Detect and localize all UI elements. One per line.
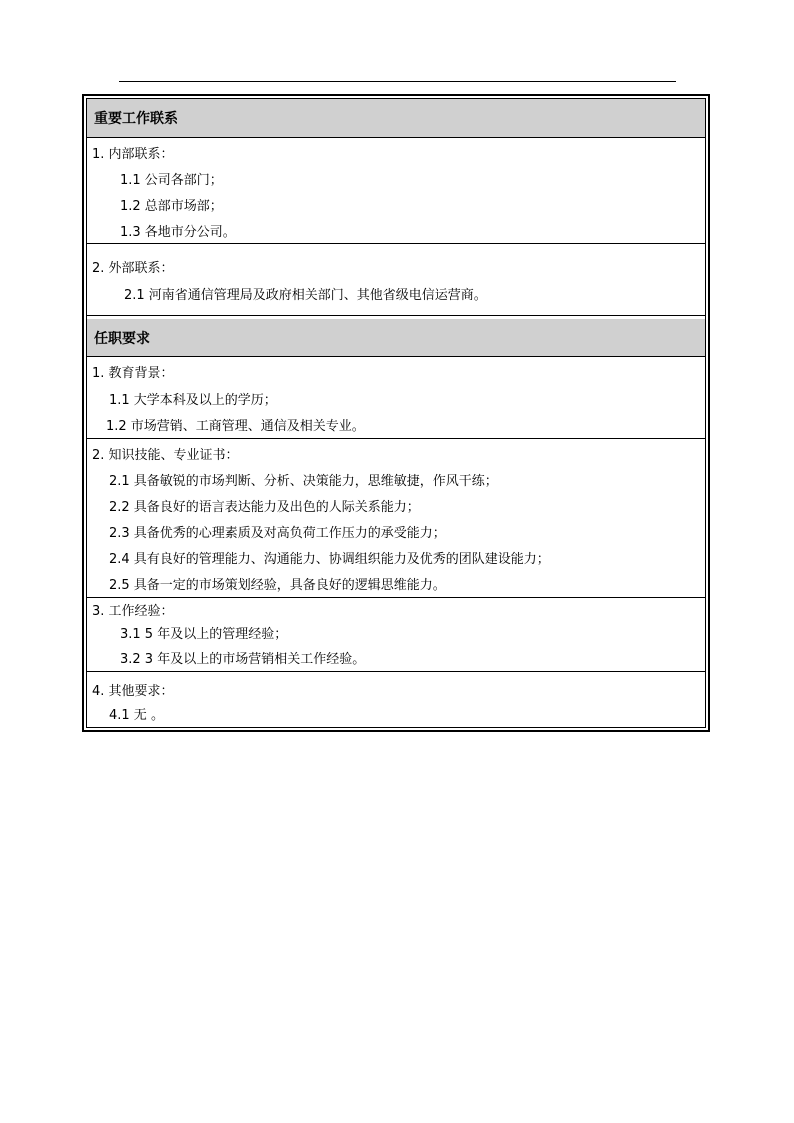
list-item: 1.2 市场营销、工商管理、通信及相关专业。 [106, 419, 365, 434]
table-inner-border [86, 98, 706, 728]
divider [87, 671, 705, 672]
divider [87, 137, 705, 138]
list-item: 1.3 各地市分公司。 [120, 225, 236, 240]
divider [87, 356, 705, 357]
list-item: 2.5 具备一定的市场策划经验，具备良好的逻辑思维能力。 [109, 578, 446, 593]
section-header-work-relations [87, 99, 705, 137]
list-item: 2.2 具备良好的语言表达能力及出色的人际关系能力； [109, 500, 420, 515]
divider [87, 438, 705, 439]
page-header-rule [119, 81, 676, 82]
list-item: 2.3 具备优秀的心理素质及对高负荷工作压力的承受能力； [109, 526, 446, 541]
experience-heading: 3. 工作经验： [92, 604, 174, 619]
list-item: 3.1 5 年及以上的管理经验； [120, 627, 288, 642]
education-heading: 1. 教育背景： [92, 366, 174, 381]
external-contacts-heading: 2. 外部联系： [92, 261, 174, 276]
list-item: 1.1 公司各部门； [120, 173, 223, 188]
divider [87, 243, 705, 244]
internal-contacts-heading: 1. 内部联系： [92, 147, 174, 162]
list-item: 2.4 具有良好的管理能力、沟通能力、协调组织能力及优秀的团队建设能力； [109, 552, 550, 567]
list-item: 2.1 具备敏锐的市场判断、分析、决策能力，思维敏捷，作风干练； [109, 474, 498, 489]
other-requirements-heading: 4. 其他要求： [92, 684, 174, 699]
list-item: 4.1 无 。 [109, 708, 164, 723]
skills-heading: 2. 知识技能、专业证书： [92, 448, 239, 463]
list-item: 1.2 总部市场部； [120, 199, 223, 214]
section-title: 任职要求 [94, 330, 150, 347]
list-item: 1.1 大学本科及以上的学历； [109, 393, 277, 408]
job-description-table [82, 94, 710, 732]
list-item: 2.1 河南省通信管理局及政府相关部门、其他省级电信运营商。 [124, 288, 487, 303]
divider [87, 597, 705, 598]
section-header-requirements [87, 319, 705, 356]
list-item: 3.2 3 年及以上的市场营销相关工作经验。 [120, 652, 366, 667]
section-title: 重要工作联系 [94, 111, 178, 127]
